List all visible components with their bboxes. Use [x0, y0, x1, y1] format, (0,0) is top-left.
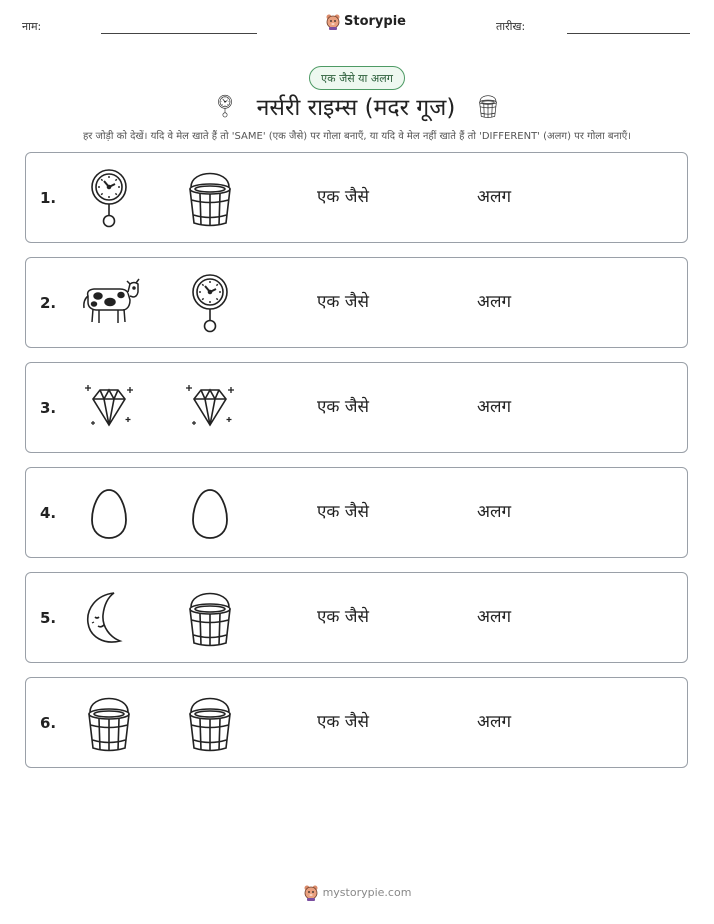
date-label: तारीख:	[496, 20, 526, 33]
diamond-icon	[78, 377, 140, 439]
row-number: 1.	[40, 189, 57, 207]
date-field[interactable]	[567, 33, 690, 34]
title-bucket-icon	[475, 90, 501, 122]
instructions: हर जोड़ी को देखें। यदि वे मेल खाते हैं तो 'SAME' (एक जैसे) पर गोला बनाएँ, या यदि वे मेल नहीं खाते हैं तो 'DIFFERENT' (अलग) पर गोला बनाएँ।	[82, 131, 632, 142]
brand-name: Storypie	[344, 14, 406, 29]
same-option[interactable]: एक जैसे	[317, 502, 369, 522]
cow-icon	[78, 272, 140, 334]
row-number: 2.	[40, 294, 57, 312]
title-row	[0, 90, 714, 122]
egg-icon	[78, 482, 140, 544]
name-field[interactable]	[101, 33, 257, 34]
worksheet-row	[25, 152, 688, 243]
egg-icon	[179, 482, 241, 544]
category-badge: एक जैसे या अलग	[309, 66, 405, 90]
row-number: 5.	[40, 609, 57, 627]
footer-url: mystorypie.com	[322, 886, 412, 899]
crescent-moon-icon	[78, 587, 140, 649]
different-option[interactable]: अलग	[477, 502, 512, 522]
pendulum-clock-icon	[179, 272, 241, 334]
storypie-mascot-icon	[325, 13, 341, 30]
same-option[interactable]: एक जैसे	[317, 187, 369, 207]
row-number: 3.	[40, 399, 57, 417]
different-option[interactable]: अलग	[477, 187, 512, 207]
worksheet-row	[25, 467, 688, 558]
different-option[interactable]: अलग	[477, 712, 512, 732]
row-number: 4.	[40, 504, 57, 522]
bucket-icon	[78, 692, 140, 754]
different-option[interactable]: अलग	[477, 607, 512, 627]
worksheet-row	[25, 572, 688, 663]
row-number: 6.	[40, 714, 57, 732]
storypie-mascot-icon	[303, 884, 319, 901]
diamond-icon	[179, 377, 241, 439]
same-option[interactable]: एक जैसे	[317, 607, 369, 627]
bucket-icon	[179, 587, 241, 649]
name-label: नाम:	[22, 20, 42, 33]
page-title: नर्सरी राइम्स (मदर गूज)	[256, 95, 456, 121]
brand-logo	[325, 13, 406, 30]
worksheet-row	[25, 257, 688, 348]
worksheet-row	[25, 362, 688, 453]
different-option[interactable]: अलग	[477, 397, 512, 417]
title-clock-icon	[213, 90, 237, 122]
same-option[interactable]: एक जैसे	[317, 292, 369, 312]
pendulum-clock-icon	[78, 167, 140, 229]
footer	[0, 884, 714, 901]
same-option[interactable]: एक जैसे	[317, 712, 369, 732]
same-option[interactable]: एक जैसे	[317, 397, 369, 417]
worksheet-row	[25, 677, 688, 768]
bucket-icon	[179, 167, 241, 229]
bucket-icon	[179, 692, 241, 754]
different-option[interactable]: अलग	[477, 292, 512, 312]
